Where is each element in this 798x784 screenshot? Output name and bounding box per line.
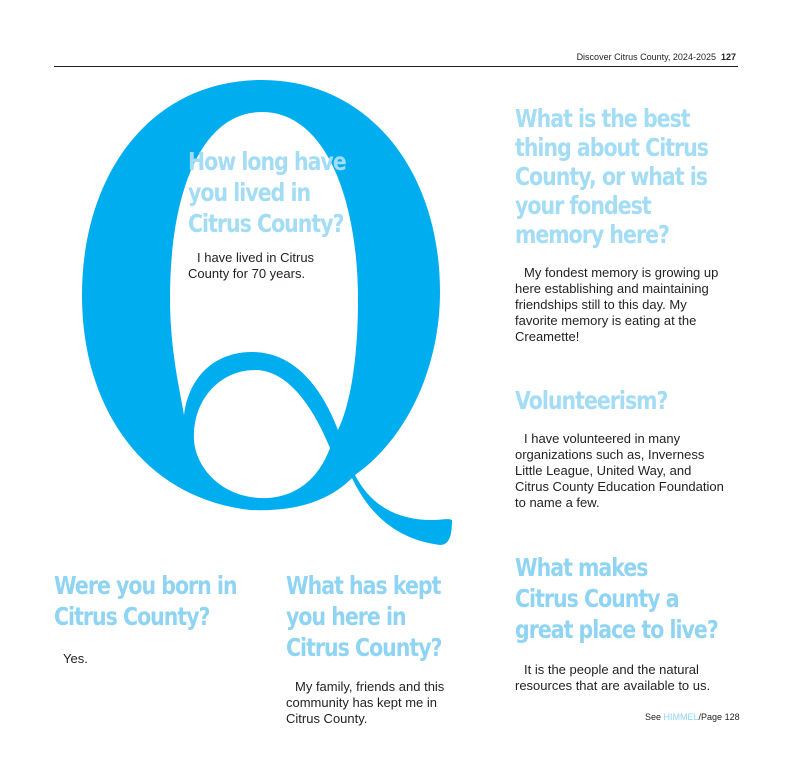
- question-line: What has kept: [286, 571, 441, 600]
- question-heading: [188, 146, 346, 239]
- question-line: Citrus County?: [188, 209, 344, 238]
- answer-text: I have volunteered in many organizations such as, Inverness Little League, United Way, and Citrus County Education Foundation to name a few.: [515, 431, 724, 510]
- question-line: What makes: [515, 553, 648, 582]
- question-line: How long have: [188, 147, 346, 176]
- answer-text: My fondest memory is growing up here establishing and maintaining friendships still to this day. My favorite memory is eating at the Creamette!: [515, 265, 719, 344]
- publication-title: Discover Citrus County, 2024-2025: [576, 52, 716, 62]
- question-line: thing about Citrus: [515, 133, 709, 162]
- answer-text: It is the people and the natural resources that are available to us.: [515, 662, 711, 693]
- answer-text: My family, friends and this community has kept me in Citrus County.: [286, 679, 445, 726]
- question-line: Citrus County?: [54, 602, 210, 631]
- question-line: County, or what is: [515, 162, 707, 191]
- question-heading: [54, 570, 237, 632]
- question-line: Citrus County a: [515, 584, 679, 613]
- answer-text: I have lived in Citrus County for 70 years.: [188, 250, 315, 281]
- question-line: Citrus County?: [286, 633, 442, 662]
- question-heading: [515, 104, 708, 249]
- continuation-note: [645, 712, 740, 722]
- see-label: See: [645, 712, 662, 722]
- question-line: Volunteerism?: [515, 386, 668, 415]
- question-line: your fondest: [515, 191, 651, 220]
- continued-page: /Page 128: [698, 712, 740, 722]
- question-line: you here in: [286, 602, 406, 631]
- question-heading: [515, 552, 718, 645]
- page-number: 127: [720, 52, 736, 62]
- continued-story-name: HIMMEL: [663, 712, 699, 722]
- question-line: Were you born in: [54, 571, 237, 600]
- question-line: memory here?: [515, 220, 669, 249]
- answer-text: Yes.: [63, 651, 88, 666]
- question-heading: [515, 385, 667, 416]
- question-line: you lived in: [188, 178, 311, 207]
- question-line: What is the best: [515, 104, 690, 133]
- question-heading: [286, 570, 442, 663]
- question-line: great place to live?: [515, 615, 718, 644]
